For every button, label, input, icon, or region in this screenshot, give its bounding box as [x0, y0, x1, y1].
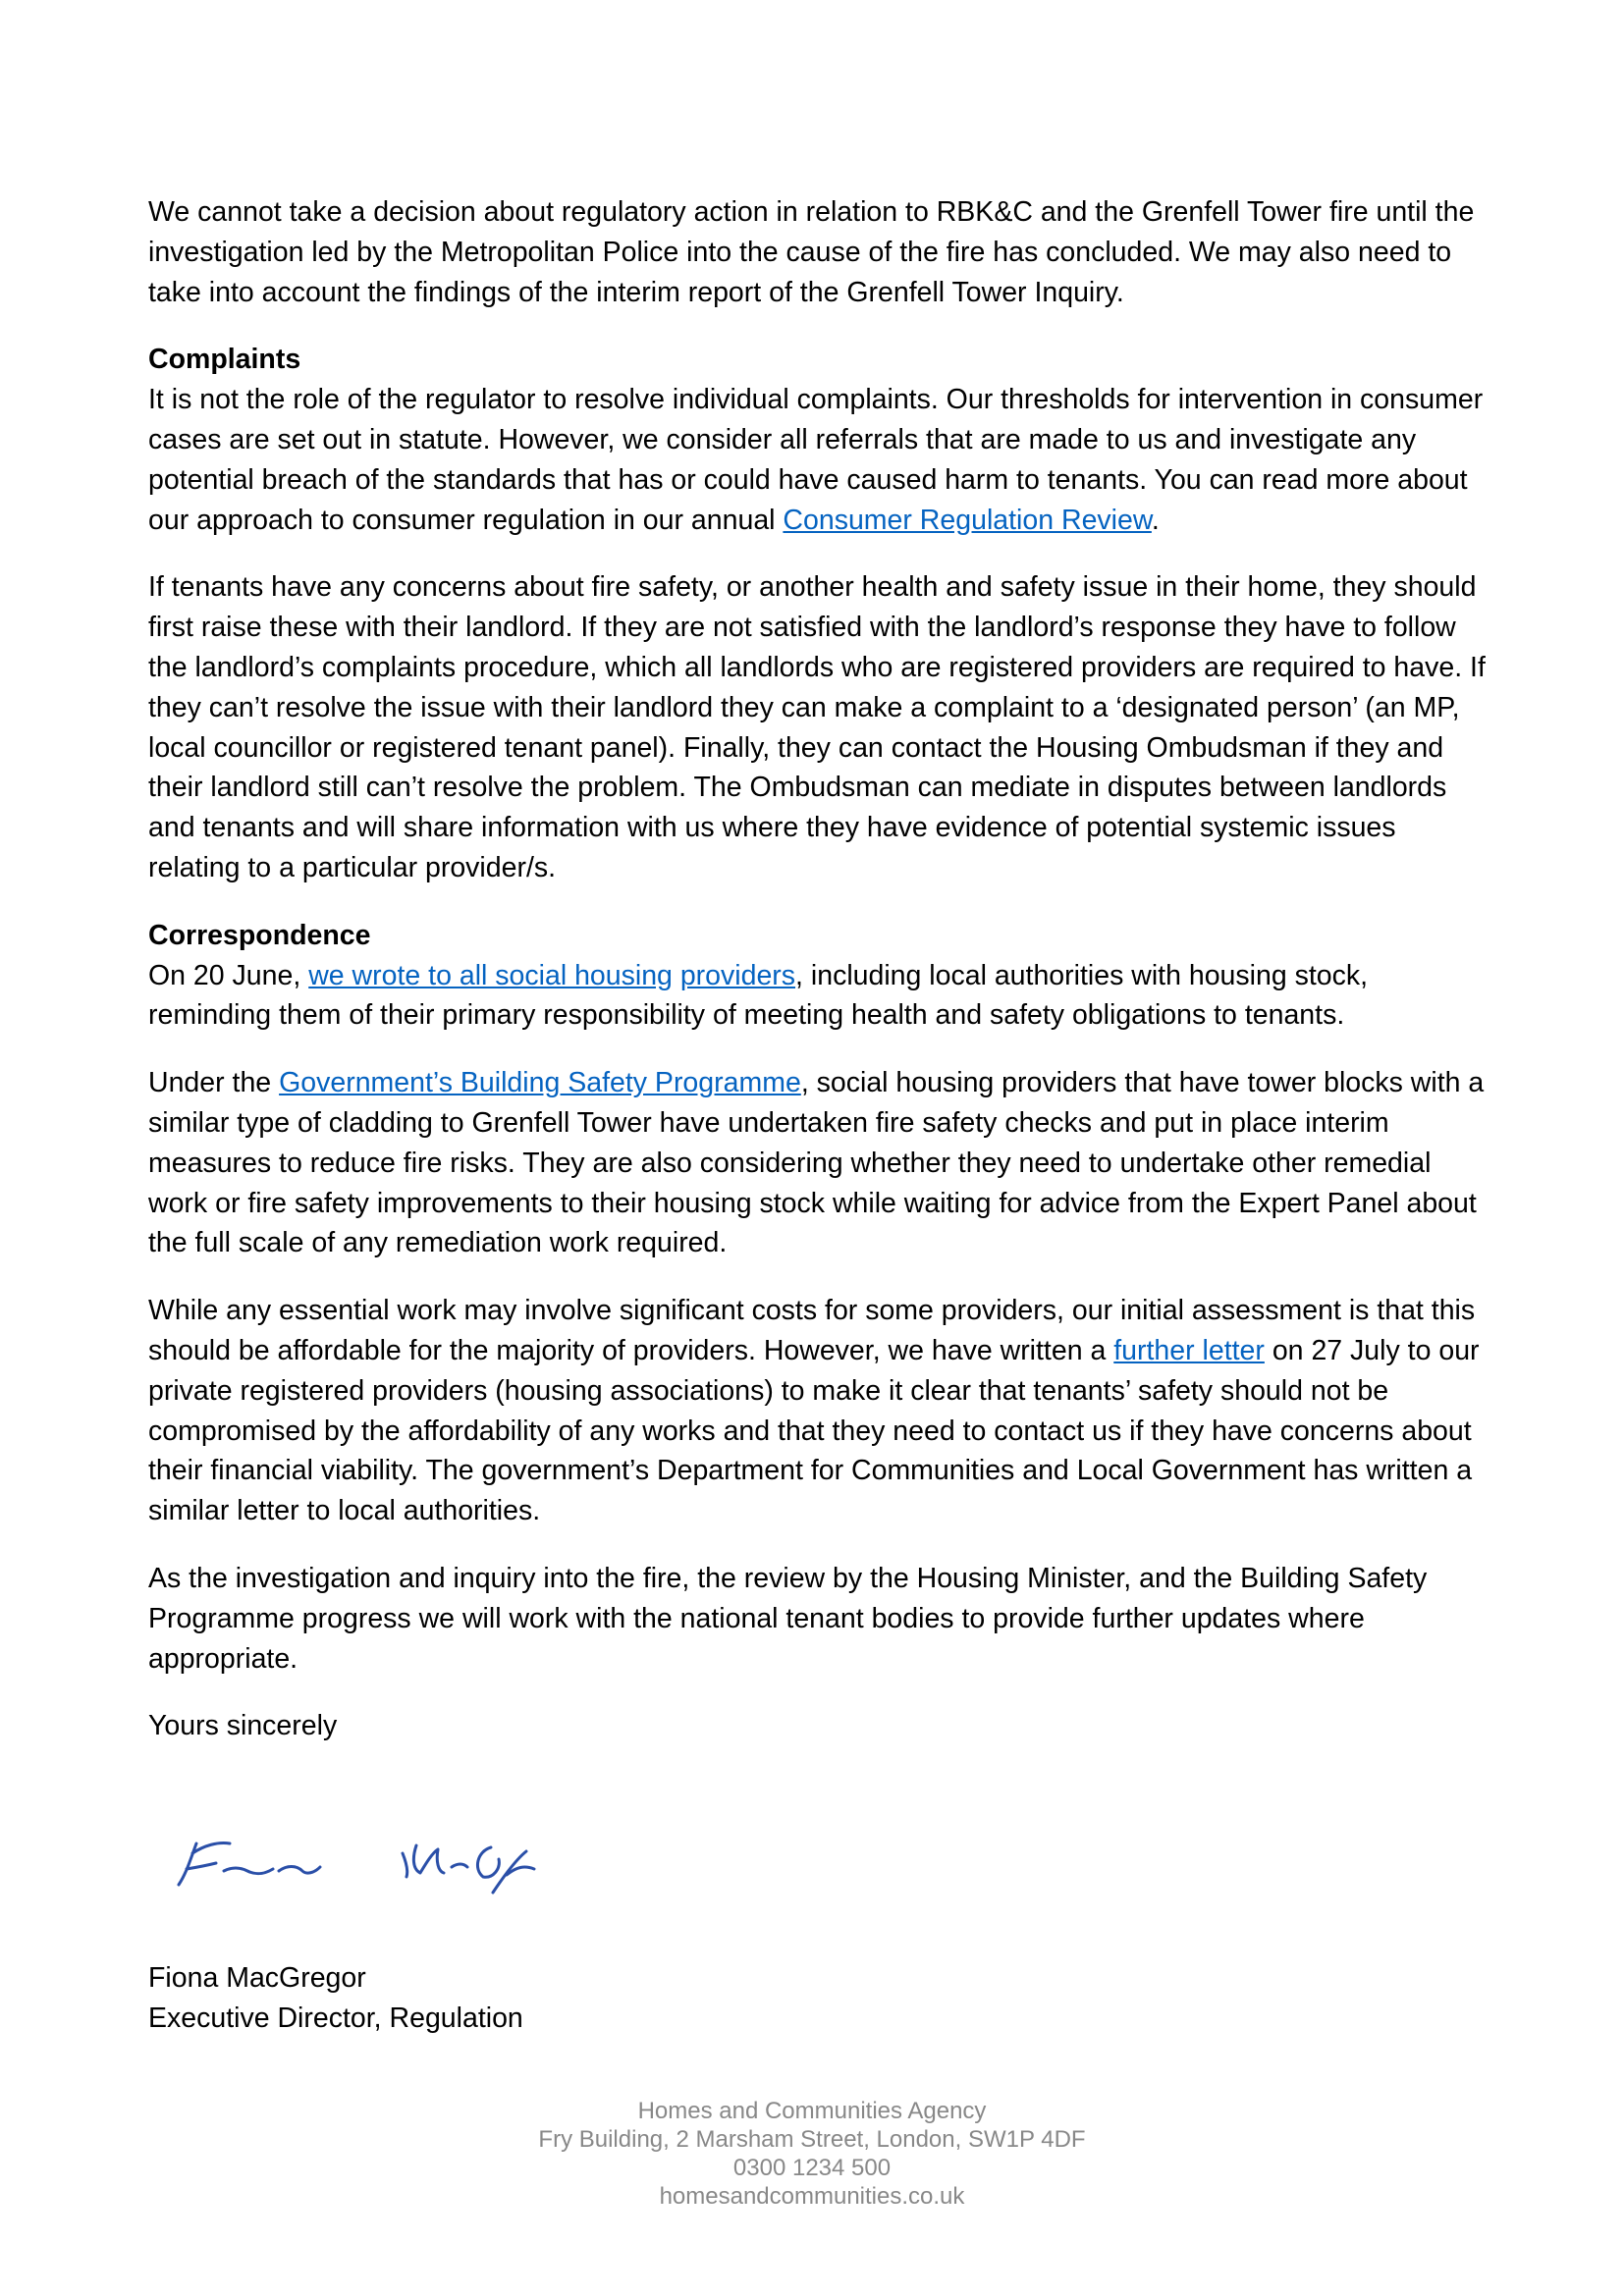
letter-body: [148, 192, 1493, 1774]
complaints-paragraph-2: If tenants have any concerns about fire safety, or another health and safety issue in their home, they should first raise these with their landlord. If they are not satisfied with the landlord’s response they have to follow the landlord’s complaints procedure, which all landlords who are registered providers are required to have. If they can’t resolve the issue with their landlord they can make a complaint to a ‘designated person’ (an MP, local councillor or registered tenant panel). Finally, they can contact the Housing Ombudsman if they and their landlord still can’t resolve the problem. The Ombudsman can mediate in disputes between landlords and tenants and will share information with us where they have evidence of potential systemic issues relating to a particular provider/s.: [148, 571, 1486, 883]
handwritten-signature: [167, 1824, 579, 1912]
correspondence-heading: Correspondence: [148, 919, 371, 951]
correspondence-paragraph-1-start: On 20 June,: [148, 959, 309, 991]
building-safety-programme-link[interactable]: Government’s Building Safety Programme: [279, 1067, 801, 1099]
correspondence-paragraph-3-start: While any essential work may involve significant costs for some providers, our initial assessment is that this should be affordable for the majority of providers. However, we have written a: [148, 1295, 1476, 1366]
complaints-paragraph-1: [148, 380, 1493, 540]
correspondence-paragraph-1-end: , including local authorities with housing stock, reminding them of their primary responsibility of meeting health and safety obligations to tenants.: [148, 959, 1369, 1032]
providers-link[interactable]: providers: [679, 959, 796, 991]
letter-footer: [0, 2097, 1624, 2211]
correspondence-paragraph-1: [148, 956, 1493, 1037]
footer-organisation: Homes and Communities Agency: [637, 2098, 987, 2124]
complaints-paragraph-1-text: It is not the role of the regulator to resolve individual complaints. Our thresholds for intervention in consumer cases are set out in statute. However, we consider all referrals that are made to us and investigate any potential breach of the standards that has or could have caused harm to tenants. You can read more about our approach to consumer regulation in our annual: [148, 384, 1484, 536]
complaints-paragraph-1-end: .: [1151, 504, 1160, 536]
correspondence-link-space: [673, 960, 680, 991]
correspondence-paragraph-2-end: , social housing providers that have tower blocks with a similar type of cladding to Grenfell Tower have undertaken fire safety checks and put in place interim measures to reduce fire risks. They are also considering whether they need to undertake other remedial work or fire safety improvements to their housing stock while waiting for advice from the Expert Panel about the full scale of any remediation work required.: [148, 1067, 1485, 1259]
signatory-block: [148, 1958, 523, 2039]
signatory-title: Executive Director, Regulation: [148, 2002, 523, 2034]
correspondence-paragraph-2: [148, 1063, 1493, 1263]
correspondence-paragraph-4: As the investigation and inquiry into the fire, the review by the Housing Minister, and the Building Safety Programme progress we will work with the national tenant bodies to provide further updates where appropriate.: [148, 1562, 1428, 1675]
we-wrote-to-social-housing-link[interactable]: we wrote to all social housing: [308, 959, 673, 991]
correspondence-paragraph-3-end: on 27 July to our private registered providers (housing associations) to make it clear that tenants’ safety should not be compromised by the affordability of any works and that they need to contact us if they have concerns about their financial viability. The government’s Department for Communities and Local Government has written a similar letter to local authorities.: [148, 1334, 1480, 1527]
correspondence-paragraph-3: [148, 1291, 1493, 1531]
footer-phone: 0300 1234 500: [732, 2155, 892, 2181]
footer-website: homesandcommunities.co.uk: [659, 2183, 965, 2210]
footer-address: Fry Building, 2 Marsham Street, London, SW1P 4DF: [538, 2126, 1086, 2153]
closing-salutation: Yours sincerely: [148, 1710, 338, 1742]
complaints-heading: Complaints: [148, 344, 301, 376]
regulatory-action-paragraph: We cannot take a decision about regulatory action in relation to RBK&C and the Grenfell Tower fire until the investigation led by the Metropolitan Police into the cause of the fire has concluded. We may also need to take into account the findings of the interim report of the Grenfell Tower Inquiry.: [148, 196, 1475, 308]
correspondence-paragraph-2-start: Under the: [148, 1067, 280, 1099]
further-letter-link[interactable]: further letter: [1113, 1334, 1265, 1366]
consumer-regulation-review-link[interactable]: Consumer Regulation Review: [783, 504, 1152, 536]
signature-image: [167, 1824, 579, 1912]
signatory-name: Fiona MacGregor: [148, 1962, 366, 1994]
